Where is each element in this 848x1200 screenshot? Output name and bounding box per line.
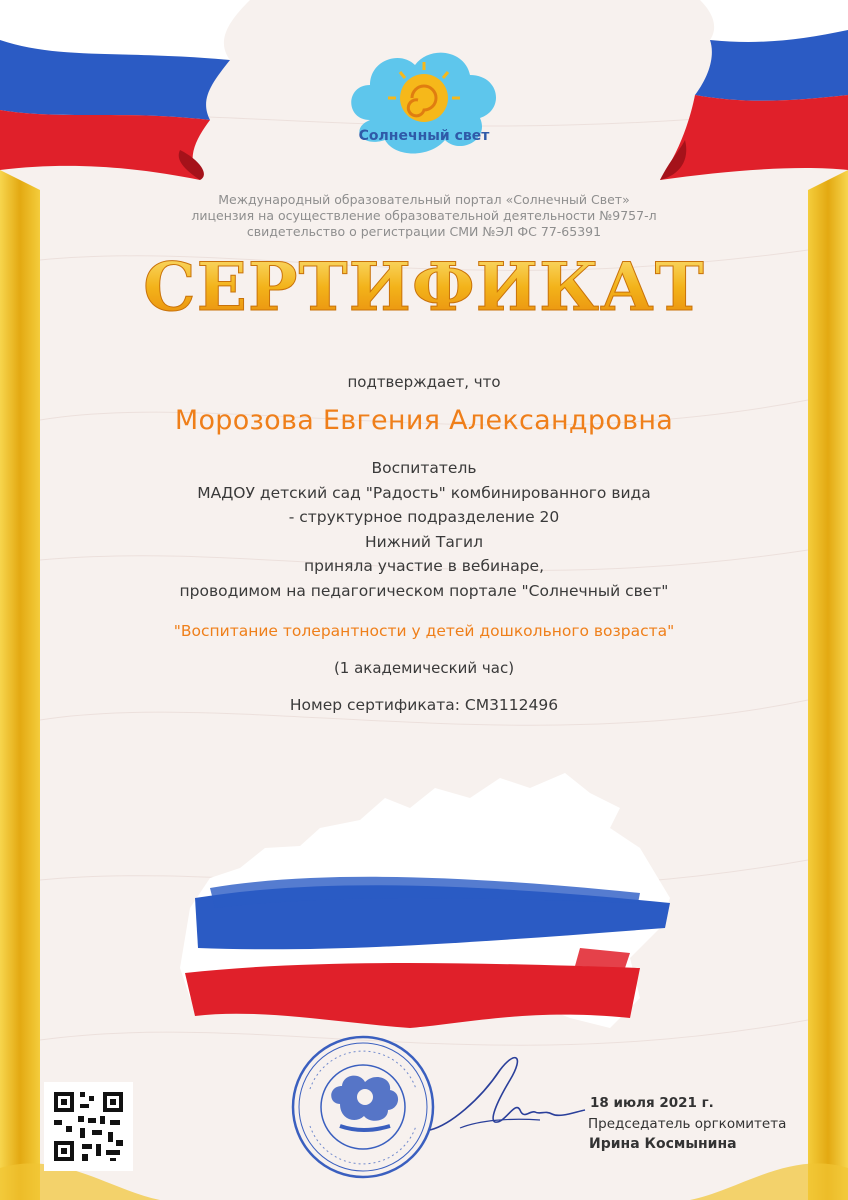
organization-line: МАДОУ детский сад "Радость" комбинированного вида <box>197 483 651 502</box>
participation-line: приняла участие в вебинаре, <box>303 557 545 576</box>
portal-line: проводимом на педагогическом портале "Солнечный свет" <box>179 581 669 600</box>
title-text: СЕРТИФИКАТ <box>143 248 705 326</box>
registration-line: свидетельство о регистрации СМИ №ЭЛ ФС 77-65391 <box>246 224 602 239</box>
confirm-text: подтверждает, что <box>347 373 501 391</box>
certificate-title <box>0 242 848 332</box>
signer-role: Председатель оргкомитета <box>588 1116 787 1132</box>
portal-name-line: Международный образовательный портал «Солнечный Свет» <box>218 192 630 207</box>
stamp-seal-icon <box>290 1034 436 1180</box>
portal-logo <box>340 40 508 166</box>
right-flag <box>640 0 848 190</box>
left-flag <box>0 0 300 190</box>
portal-info <box>0 192 848 240</box>
signer-name: Ирина Космынина <box>589 1136 737 1152</box>
license-line: лицензия на осуществление образовательной деятельности №9757-л <box>191 208 657 223</box>
city-line: Нижний Тагил <box>365 532 483 551</box>
certificate-number: Номер сертификата: СМ3112496 <box>289 696 559 714</box>
qr-code-icon[interactable] <box>44 1082 133 1171</box>
position-line: Воспитатель <box>371 459 477 477</box>
subdivision-line: - структурное подразделение 20 <box>288 508 560 527</box>
logo-text: Солнечный свет <box>358 128 490 144</box>
certificate-body <box>0 456 848 604</box>
academic-hours: (1 академический час) <box>333 659 515 677</box>
russia-map-icon <box>170 768 680 1048</box>
webinar-topic: "Воспитание толерантности у детей дошкольного возраста" <box>173 622 675 640</box>
signature <box>420 1040 590 1150</box>
recipient-name: Морозова Евгения Александровна <box>174 405 674 436</box>
issue-date: 18 июля 2021 г. <box>590 1095 714 1111</box>
